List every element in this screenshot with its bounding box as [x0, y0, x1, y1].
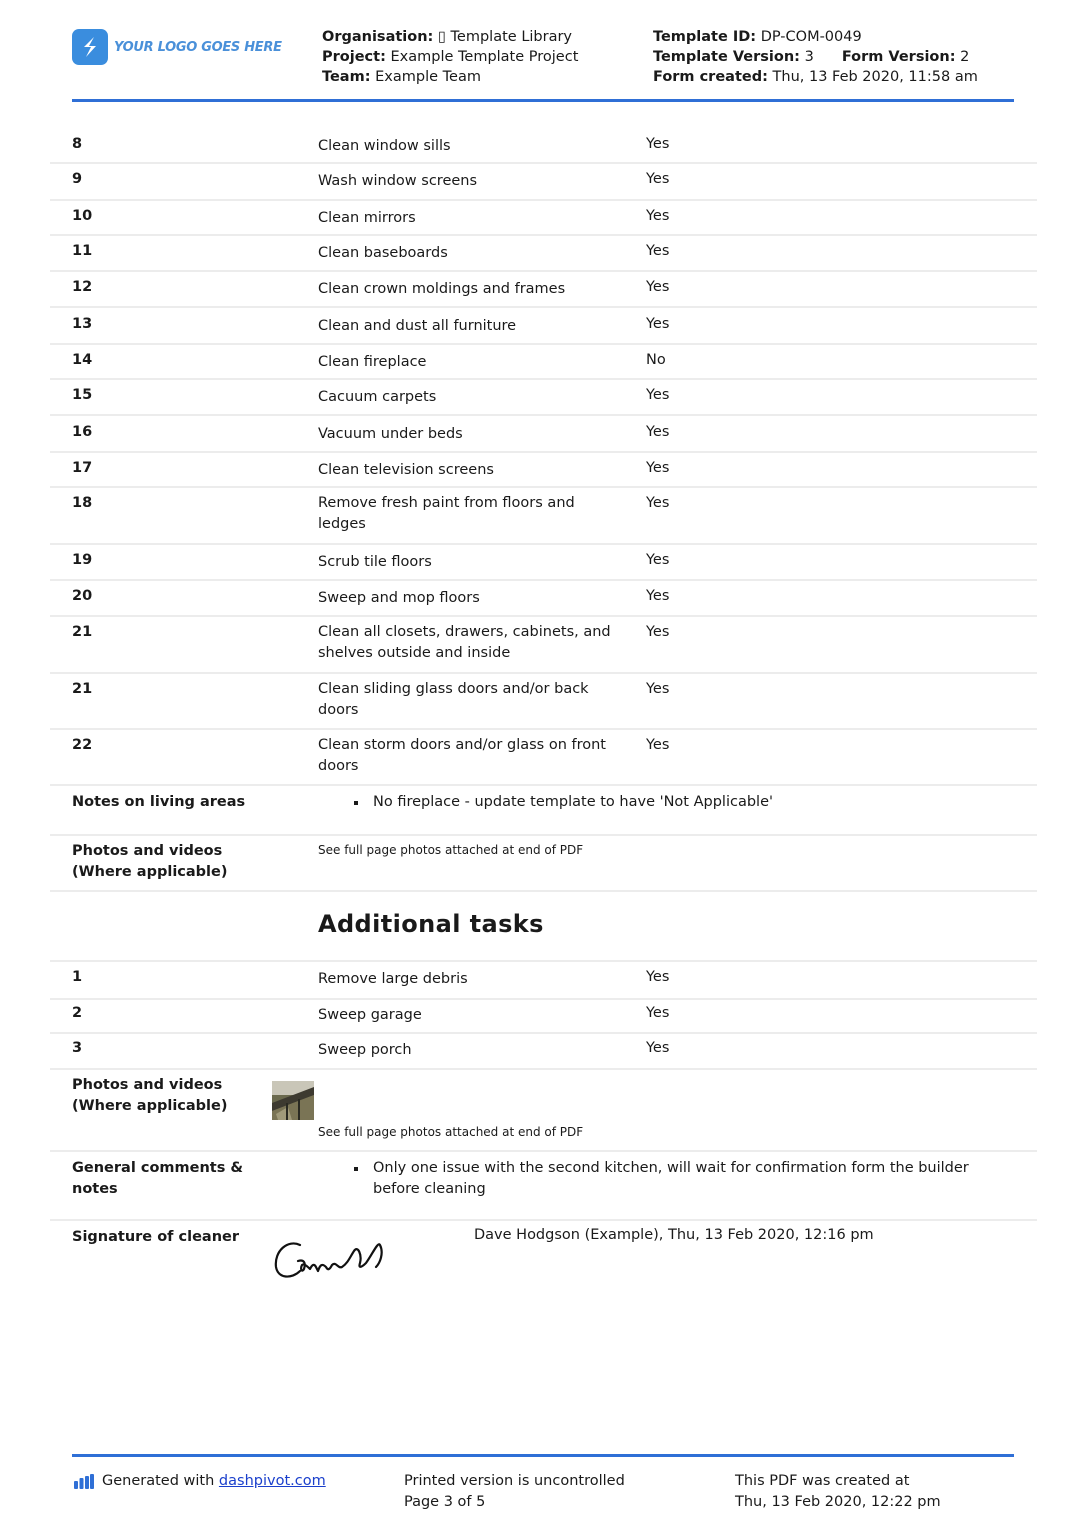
task-text: Remove fresh paint from floors and ledges	[318, 495, 575, 532]
comments-label: General comments & notes	[72, 1160, 244, 1197]
task-answer: Yes	[646, 279, 670, 295]
list-item: No fireplace - update template to have 'Not Applicable'	[352, 792, 992, 813]
task-number: 13	[72, 316, 93, 332]
task-answer: Yes	[646, 1005, 670, 1021]
living-photos-row	[50, 834, 1037, 892]
table-row	[50, 728, 1037, 786]
task-number: 16	[72, 424, 93, 440]
task-text: Clean television screens	[318, 462, 494, 478]
team-label: Team:	[322, 69, 371, 85]
uncontrolled-text: Printed version is uncontrolled	[404, 1473, 625, 1489]
section-title-additional-tasks: Additional tasks	[318, 910, 544, 938]
created-label: This PDF was created at	[735, 1473, 910, 1489]
task-number: 15	[72, 387, 93, 403]
task-text: Wash window screens	[318, 173, 478, 189]
task-text: Clean sliding glass doors and/or back doors	[318, 681, 589, 718]
task-text: Remove large debris	[318, 971, 468, 987]
task-number: 2	[72, 1005, 83, 1021]
template-id-label: Template ID:	[653, 29, 757, 45]
task-number: 19	[72, 552, 93, 568]
task-number: 9	[72, 171, 83, 187]
task-answer: Yes	[646, 624, 670, 640]
table-row	[50, 234, 1037, 272]
form-version-value: 2	[960, 49, 970, 65]
task-text: Clean fireplace	[318, 354, 427, 370]
organisation-value: ▯ Template Library	[437, 29, 573, 45]
footer-generated	[74, 1471, 326, 1492]
logo-text: YOUR LOGO GOES HERE	[114, 39, 282, 55]
project-label: Project:	[322, 49, 386, 65]
table-row	[50, 199, 1037, 236]
logo-icon	[72, 29, 108, 65]
task-number: 8	[72, 136, 83, 152]
task-answer: Yes	[646, 171, 670, 187]
task-number: 21	[72, 624, 93, 640]
table-row	[50, 998, 1037, 1034]
created-value: Thu, 13 Feb 2020, 12:22 pm	[735, 1494, 941, 1510]
task-number: 12	[72, 279, 93, 295]
task-answer: Yes	[646, 1040, 670, 1056]
task-answer: Yes	[646, 387, 670, 403]
task-answer: Yes	[646, 243, 670, 259]
table-row	[50, 306, 1037, 345]
table-row	[50, 615, 1037, 674]
page-header	[72, 0, 1014, 102]
additional-photos-note: See full page photos attached at end of PDF	[318, 1125, 584, 1139]
task-text: Clean mirrors	[318, 210, 416, 226]
form-created-label: Form created:	[653, 69, 768, 85]
header-template-info	[653, 27, 978, 87]
table-row	[50, 134, 1037, 164]
task-text: Clean storm doors and/or glass on front doors	[318, 737, 606, 774]
signature-label: Signature of cleaner	[72, 1229, 239, 1245]
task-answer: No	[646, 352, 666, 368]
task-answer: Yes	[646, 588, 670, 604]
task-number: 21	[72, 681, 93, 697]
task-number: 18	[72, 495, 93, 511]
task-number: 3	[72, 1040, 83, 1056]
team-value: Example Team	[375, 69, 481, 85]
task-text: Cacuum carpets	[318, 389, 437, 405]
dashpivot-link[interactable]: dashpivot.com	[218, 1473, 326, 1489]
signature-signed-by: Dave Hodgson (Example), Thu, 13 Feb 2020, 12:16 pm	[474, 1227, 874, 1243]
task-answer: Yes	[646, 316, 670, 332]
signature-row	[50, 1219, 1037, 1289]
form-created-value: Thu, 13 Feb 2020, 11:58 am	[772, 69, 978, 85]
living-photos-note: See full page photos attached at end of PDF	[318, 843, 584, 857]
photo-thumbnail[interactable]	[272, 1081, 314, 1120]
header-project-info	[322, 27, 578, 87]
task-answer: Yes	[646, 681, 670, 697]
living-photos-label: Photos and videos (Where applicable)	[72, 843, 228, 880]
task-text: Sweep garage	[318, 1007, 422, 1023]
page-number: Page 3 of 5	[404, 1494, 486, 1510]
table-row	[50, 960, 1037, 1000]
dashpivot-bars-icon	[74, 1474, 94, 1489]
template-version-value: 3	[804, 49, 814, 65]
task-number: 22	[72, 737, 93, 753]
living-notes-list	[352, 792, 992, 813]
table-row	[50, 1032, 1037, 1070]
list-item: Only one issue with the second kitchen, will wait for confirmation form the builder before cleaning	[352, 1158, 992, 1200]
task-text: Clean baseboards	[318, 245, 448, 261]
task-number: 14	[72, 352, 93, 368]
living-notes-row	[50, 784, 1037, 836]
task-text: Sweep porch	[318, 1042, 412, 1058]
organisation-label: Organisation:	[322, 29, 434, 45]
template-id-value: DP-COM-0049	[760, 29, 862, 45]
company-logo	[72, 29, 282, 65]
table-row	[50, 579, 1037, 617]
table-row	[50, 343, 1037, 380]
task-number: 11	[72, 243, 93, 259]
task-text: Clean all closets, drawers, cabinets, and shelves outside and inside	[318, 624, 611, 661]
task-answer: Yes	[646, 424, 670, 440]
task-text: Clean window sills	[318, 138, 451, 154]
generated-prefix: Generated with	[102, 1473, 215, 1489]
task-number: 17	[72, 460, 93, 476]
task-text: Vacuum under beds	[318, 426, 463, 442]
form-version-label: Form Version:	[841, 49, 956, 65]
task-answer: Yes	[646, 495, 670, 511]
task-number: 10	[72, 208, 93, 224]
task-answer: Yes	[646, 969, 670, 985]
task-text: Scrub tile floors	[318, 554, 432, 570]
footer-uncontrolled	[404, 1471, 625, 1513]
comments-row	[50, 1150, 1037, 1221]
task-text: Sweep and mop floors	[318, 590, 480, 606]
additional-photos-row	[50, 1068, 1037, 1152]
task-answer: Yes	[646, 136, 670, 152]
additional-photos-label: Photos and videos (Where applicable)	[72, 1077, 228, 1114]
living-notes-label: Notes on living areas	[72, 794, 246, 810]
task-text: Clean and dust all furniture	[318, 318, 517, 334]
signature-image	[270, 1233, 390, 1285]
footer-created	[735, 1471, 941, 1513]
table-row	[50, 378, 1037, 416]
task-number: 20	[72, 588, 93, 604]
table-row	[50, 451, 1037, 488]
template-version-label: Template Version:	[653, 49, 800, 65]
table-row	[50, 672, 1037, 730]
task-number: 1	[72, 969, 83, 985]
table-row	[50, 162, 1037, 201]
page-footer	[72, 1454, 1014, 1510]
task-answer: Yes	[646, 552, 670, 568]
task-answer: Yes	[646, 737, 670, 753]
task-answer: Yes	[646, 208, 670, 224]
task-text: Clean crown moldings and frames	[318, 281, 566, 297]
task-answer: Yes	[646, 460, 670, 476]
comments-list	[352, 1158, 992, 1200]
project-value: Example Template Project	[390, 49, 579, 65]
table-row	[50, 486, 1037, 545]
table-row	[50, 270, 1037, 308]
table-row	[50, 543, 1037, 581]
table-row	[50, 414, 1037, 453]
